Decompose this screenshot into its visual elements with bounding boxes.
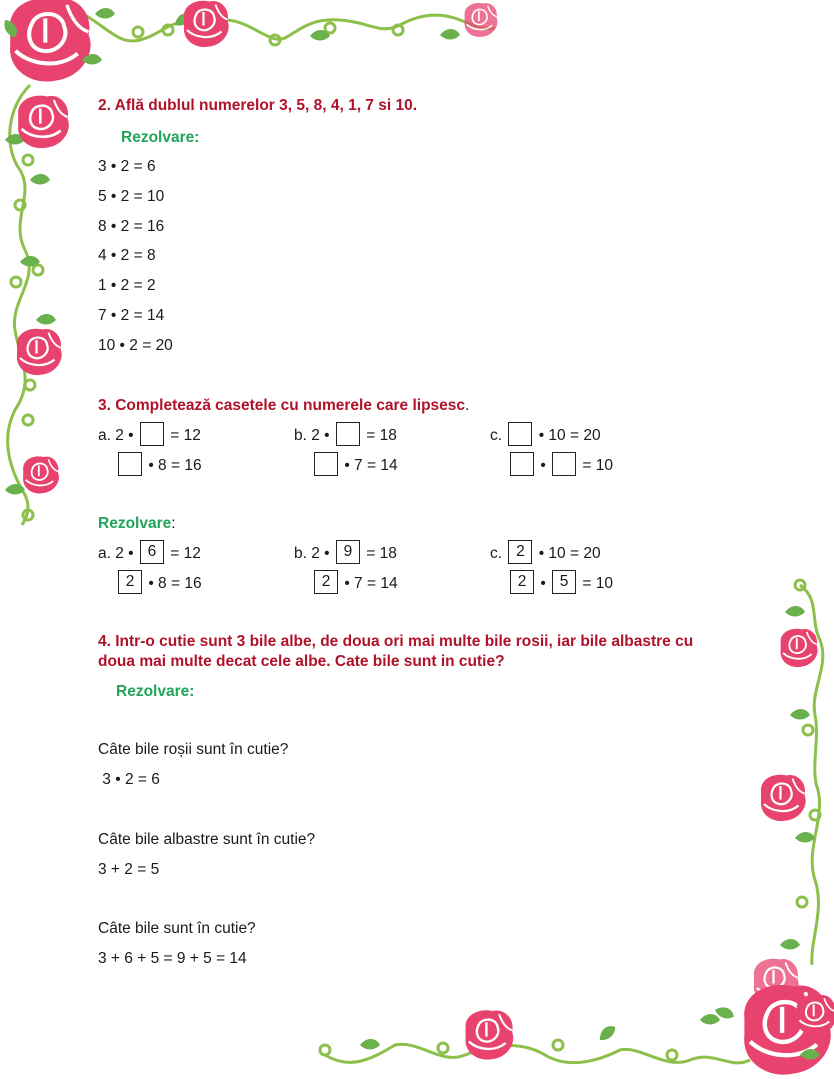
expr-text: = 10 bbox=[582, 575, 613, 593]
ex2-line: 5 • 2 = 10 bbox=[98, 188, 165, 205]
ex3-problem-b2 bbox=[312, 454, 398, 478]
ex4-step-question: Câte bile albastre sunt în cutie? bbox=[98, 831, 316, 848]
filled-box: 2 bbox=[510, 570, 534, 594]
ex3-problem-a1 bbox=[98, 424, 201, 448]
ex4-step-question: Câte bile roșii sunt în cutie? bbox=[98, 741, 289, 758]
filled-box: 2 bbox=[118, 570, 142, 594]
ex4-rezolvare-label: Rezolvare: bbox=[116, 683, 195, 700]
ex2-title: 2. Află dublul numerelor 3, 5, 8, 4, 1, 7 si 10. bbox=[98, 97, 418, 114]
ex3-solution-b1 bbox=[294, 542, 397, 566]
expr-text: = 12 bbox=[170, 427, 201, 445]
filled-box: 2 bbox=[508, 540, 532, 564]
ex3-problem-c2 bbox=[508, 454, 613, 478]
filled-box: 2 bbox=[314, 570, 338, 594]
answer-box[interactable] bbox=[118, 452, 142, 476]
bottom-vine bbox=[320, 1040, 750, 1063]
ex3-title-text: 3. Completează casetele cu numerele care lipsesc bbox=[98, 397, 466, 414]
ex4-step-answer: 3 + 6 + 5 = 9 + 5 = 14 bbox=[98, 950, 247, 967]
rezolvare-text: Rezolvare bbox=[98, 515, 172, 532]
expr-text: c. bbox=[490, 545, 503, 563]
ex3-title bbox=[98, 397, 469, 415]
expr-text: • 10 = 20 bbox=[538, 427, 601, 445]
ex3-rezolvare-label bbox=[98, 515, 176, 533]
ex3-solution-c2 bbox=[508, 572, 613, 596]
rezolvare-colon: : bbox=[171, 515, 176, 532]
filled-box: 6 bbox=[140, 540, 164, 564]
ex4-step-answer: 3 • 2 = 6 bbox=[98, 771, 160, 788]
ex4-step-answer: 3 + 2 = 5 bbox=[98, 861, 160, 878]
expr-text: = 12 bbox=[170, 545, 201, 563]
ex3-problem-a2 bbox=[116, 454, 202, 478]
rose-icon bbox=[10, 0, 91, 82]
expr-text: b. 2 • bbox=[294, 427, 330, 445]
expr-text: b. 2 • bbox=[294, 545, 330, 563]
ex2-line: 8 • 2 = 16 bbox=[98, 218, 165, 235]
ex3-title-period: . bbox=[465, 397, 470, 414]
expr-text: c. bbox=[490, 427, 503, 445]
expr-text: = 10 bbox=[582, 457, 613, 475]
expr-text: = 18 bbox=[366, 427, 397, 445]
ex4-title-line2: doua mai multe decat cele albe. Cate bile sunt in cutie? bbox=[98, 653, 505, 670]
ex3-problem-c1 bbox=[490, 424, 601, 448]
answer-box[interactable] bbox=[552, 452, 576, 476]
filled-box: 9 bbox=[336, 540, 360, 564]
ex2-line: 4 • 2 = 8 bbox=[98, 247, 156, 264]
expr-text: = 18 bbox=[366, 545, 397, 563]
expr-text: a. 2 • bbox=[98, 427, 134, 445]
expr-text: • 8 = 16 bbox=[148, 575, 202, 593]
rose-icon bbox=[17, 329, 62, 375]
ex3-solution-c1 bbox=[490, 542, 601, 566]
ex2-rezolvare-label: Rezolvare: bbox=[121, 129, 200, 146]
rose-icon bbox=[797, 995, 834, 1035]
answer-box[interactable] bbox=[314, 452, 338, 476]
expr-text: • 10 = 20 bbox=[538, 545, 601, 563]
filled-box: 5 bbox=[552, 570, 576, 594]
ex2-line: 3 • 2 = 6 bbox=[98, 158, 156, 175]
top-vine bbox=[85, 15, 495, 45]
ex2-line: 10 • 2 = 20 bbox=[98, 337, 173, 354]
rose-icon bbox=[465, 1010, 513, 1059]
expr-text: • 7 = 14 bbox=[344, 575, 398, 593]
ex3-solution-a2 bbox=[116, 572, 202, 596]
rose-icon bbox=[781, 629, 818, 667]
left-vine bbox=[8, 85, 43, 525]
answer-box[interactable] bbox=[510, 452, 534, 476]
rose-icon bbox=[744, 985, 831, 1075]
rose-icon bbox=[18, 96, 69, 149]
answer-box[interactable] bbox=[508, 422, 532, 446]
right-vine bbox=[795, 580, 823, 965]
ex4-title-line1: 4. Intr-o cutie sunt 3 bile albe, de doua ori mai multe bile rosii, iar bile albastre cu bbox=[98, 633, 694, 650]
rose-icon bbox=[761, 775, 806, 821]
expr-text: • bbox=[540, 457, 546, 475]
rose-icon bbox=[184, 1, 229, 47]
rose-icon bbox=[23, 456, 59, 493]
ex2-line: 1 • 2 = 2 bbox=[98, 277, 156, 294]
ex3-solution-b2 bbox=[312, 572, 398, 596]
ex2-line: 7 • 2 = 14 bbox=[98, 307, 165, 324]
ex4-step-question: Câte bile sunt în cutie? bbox=[98, 920, 256, 937]
expr-text: • bbox=[540, 575, 546, 593]
expr-text: • 8 = 16 bbox=[148, 457, 202, 475]
ex3-solution-a1 bbox=[98, 542, 201, 566]
ex3-problem-b1 bbox=[294, 424, 397, 448]
answer-box[interactable] bbox=[140, 422, 164, 446]
answer-box[interactable] bbox=[336, 422, 360, 446]
expr-text: • 7 = 14 bbox=[344, 457, 398, 475]
expr-text: a. 2 • bbox=[98, 545, 134, 563]
